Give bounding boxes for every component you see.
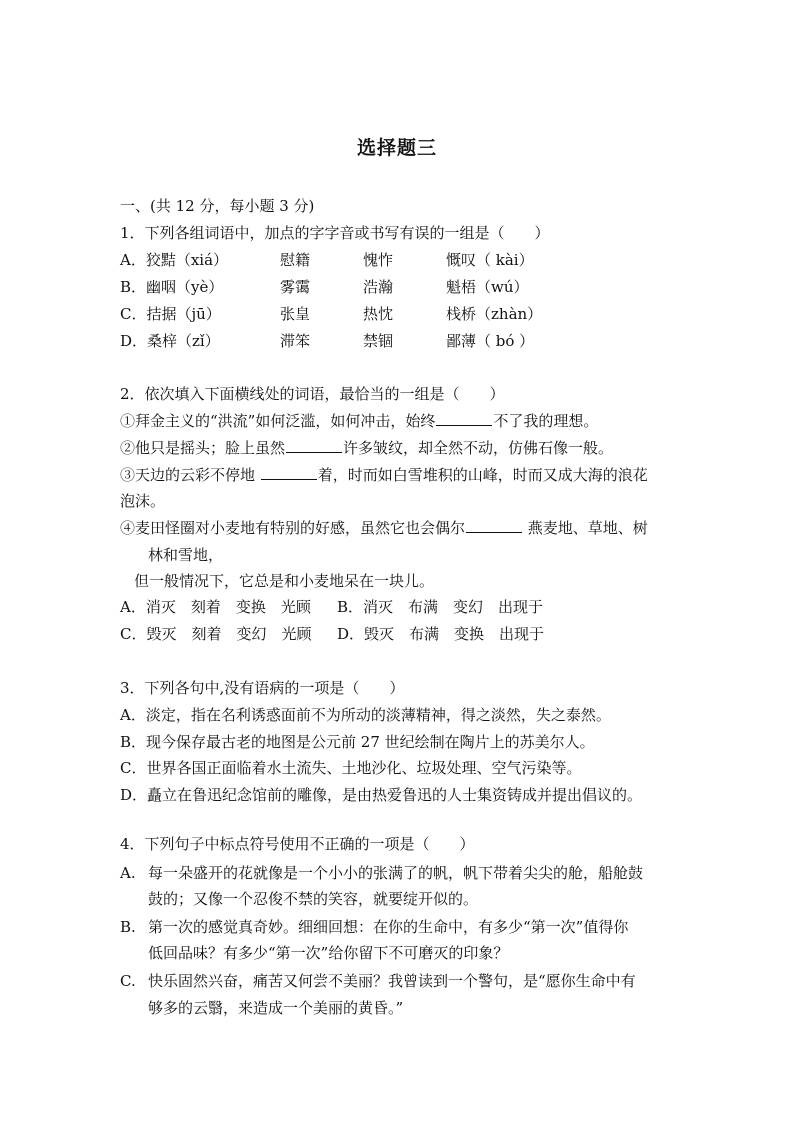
q1-row-c-col4: 栈桥（zhàn） [446,305,543,323]
q4-option-b-label: B. [120,918,136,936]
q2-sentence-4 [120,518,648,538]
q1-row-d-col3: 禁锢 [363,332,394,350]
q4-option-a-line1: 每一朵盛开的花就像是一个小小的张满了的帆，帆下带着尖尖的舱，船舱鼓 [148,864,644,882]
q2-option-a: A．消灭 刻着 变换 光顾 [120,598,311,616]
q2-s4-part2: 燕麦地、草地、树 [523,519,648,537]
q3-option-b: B．现今保存最古老的地图是公元前 27 世纪绘制在陶片上的苏美尔人。 [120,733,595,751]
q4-stem: 4．下列句子中标点符号使用不正确的一项是（ ） [120,835,475,853]
q1-row-a-col2: 慰籍 [280,251,311,269]
q1-row-a-col4: 慨叹（ kài） [446,251,534,269]
q2-s4-part1: ④麦田怪圈对小麦地有特别的好感，虽然它也会偶尔 [120,519,466,537]
q1-row-d-col1: D．桑梓（zǐ） [120,332,220,350]
q2-sentence-1 [120,411,598,431]
q2-s3-part2: 着，时而如白雪堆积的山峰，时而又成大海的浪花 [317,466,648,484]
q4-option-b-line2: 低回品味？有多少“第一次”给你留下不可磨灭的印象？ [148,944,509,962]
q4-option-a-label: A. [120,864,136,882]
q4-option-c-line2: 够多的云翳，来造成一个美丽的黄昏。” [148,999,404,1017]
q1-row-b-col2: 雾霭 [280,278,311,296]
q2-s3-part1: ③天边的云彩不停地 [120,466,260,484]
fill-blank-2 [286,438,342,453]
fill-blank-4 [466,518,522,533]
q4-option-a-line2: 鼓的；又像一个忍俊不禁的笑容，就要绽开似的。 [148,890,479,908]
section-heading: 一、(共 12 分，每小题 3 分) [120,197,315,215]
q4-option-c-line1: 快乐固然兴奋，痛苦又何尝不美丽？我曾读到一个警句，是“愿你生命中有 [148,972,636,990]
q4-option-c-label: C. [120,972,136,990]
q1-stem: 1．下列各组词语中，加点的字字音或书写有误的一组是（ ） [120,224,550,242]
q3-option-c: C．世界各国正面临着水土流失、土地沙化、垃圾处理、空气污染等。 [120,759,582,777]
q3-stem: 3．下列各句中,没有语病的一项是（ ） [120,679,405,697]
q1-row-b-col4: 魁梧（wú） [446,278,529,296]
q3-option-a: A．淡定，指在名利诱惑面前不为所动的淡薄精神，得之淡然，失之泰然。 [120,706,611,724]
q2-s3-continued: 泡沫。 [120,492,166,510]
q1-row-c-col1: C．拮据（jū） [120,305,221,323]
q2-s4-continued: 林和雪地， [148,546,224,564]
q1-row-d-col2: 滞笨 [280,332,311,350]
q1-row-b-col1: B．幽咽（yè） [120,278,224,296]
q1-row-a-col3: 愧怍 [363,251,394,269]
q1-row-c-col2: 张皇 [280,305,311,323]
q2-s2-part1: ②他只是摇头；脸上虽然 [120,439,286,457]
q3-option-d: D．矗立在鲁迅纪念馆前的雕像，是由热爱鲁迅的人士集资铸成并提出倡议的。 [120,786,643,804]
page-title: 选择题三 [356,137,437,159]
q2-option-d: D．毁灭 布满 变换 出现于 [337,625,545,643]
fill-blank-1 [436,411,492,426]
q2-sentence-2 [120,438,613,458]
q4-option-b-line1: 第一次的感觉真奇妙。细细回想：在你的生命中，有多少“第一次”值得你 [148,918,629,936]
q2-option-b: B．消灭 布满 变幻 出现于 [337,598,544,616]
q1-row-a-col1: A．狡黠（xiá） [120,251,229,269]
q2-s1-part2: 不了我的理想。 [493,412,599,430]
q2-option-c: C．毁灭 刻着 变幻 光顾 [120,625,312,643]
q1-row-c-col3: 热忱 [363,305,394,323]
q2-sentence-3 [120,465,648,485]
q2-s1-part1: ①拜金主义的“洪流”如何泛滥，如何冲击，始终 [120,412,436,430]
q1-row-d-col4: 鄙薄（ bó ） [446,332,535,350]
q2-stem: 2．依次填入下面横线处的词语，最恰当的一组是（ ） [120,385,505,403]
q2-s4-closing: 但一般情况下，它总是和小麦地呆在一块儿。 [134,572,435,590]
fill-blank-3 [261,465,317,480]
q1-row-b-col3: 浩瀚 [363,278,394,296]
q2-s2-part2: 许多皱纹，却全然不动，仿佛石像一般。 [343,439,614,457]
